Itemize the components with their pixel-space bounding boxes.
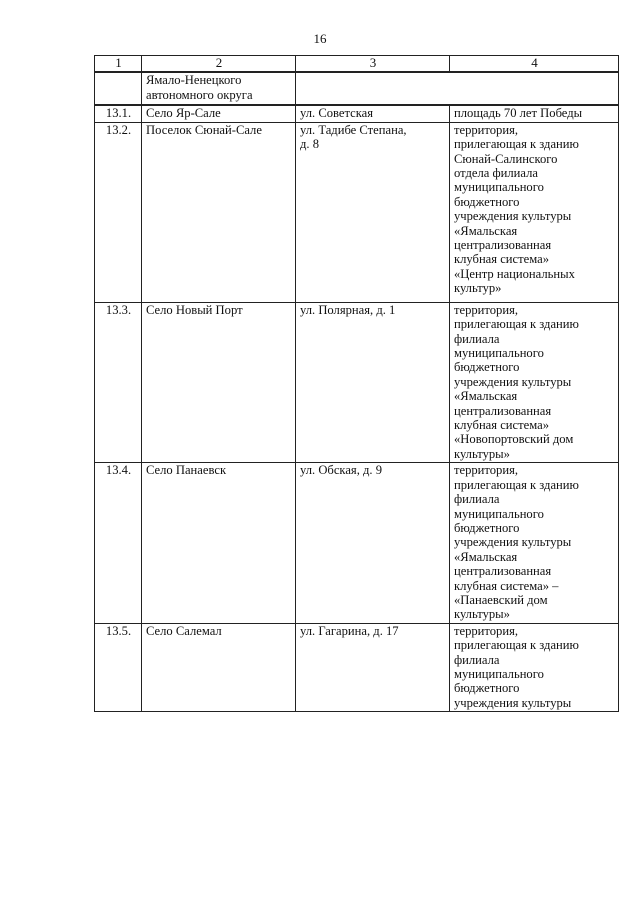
table-cell	[296, 72, 619, 105]
table-cell	[95, 72, 142, 105]
table-row	[95, 105, 619, 122]
page-number: 16	[313, 31, 327, 46]
address-cell: ул. Гагарина, д. 17	[296, 623, 450, 711]
settlement-cell: Село Салемал	[142, 623, 296, 711]
place-cell: площадь 70 лет Победы	[450, 105, 619, 122]
settlement-cell: Село Яр-Сале	[142, 105, 296, 122]
place-cell: территория, прилегающая к зданию филиала муниципального бюджетного учреждения культуры «Ямальская централизованная клубная система» – «Панаевский дом культуры»	[450, 463, 619, 623]
address-cell: ул. Тадибе Степана, д. 8	[296, 122, 450, 302]
place-cell: территория, прилегающая к зданию Сюнай-Салинского отдела филиала муниципального бюджетного учреждения культуры «Ямальская централизованная клубная система» «Центр национальных культур»	[450, 122, 619, 302]
region-continuation-row	[95, 72, 619, 105]
row-number: 13.2.	[95, 122, 142, 302]
row-number: 13.3.	[95, 302, 142, 462]
row-number: 13.4.	[95, 463, 142, 623]
settlement-cell: Село Новый Порт	[142, 302, 296, 462]
settlement-cell: Село Панаевск	[142, 463, 296, 623]
region-label: Ямало-Ненецкого автономного округа	[142, 72, 296, 105]
address-cell: ул. Советская	[296, 105, 450, 122]
row-number: 13.1.	[95, 105, 142, 122]
address-cell: ул. Полярная, д. 1	[296, 302, 450, 462]
table-row	[95, 623, 619, 711]
table-row	[95, 122, 619, 302]
column-header: 4	[450, 56, 619, 73]
place-cell: территория, прилегающая к зданию филиала муниципального бюджетного учреждения культуры «Ямальская централизованная клубная система» «Новопортовский дом культуры»	[450, 302, 619, 462]
document-table	[94, 55, 619, 712]
place-cell: территория, прилегающая к зданию филиала муниципального бюджетного учреждения культуры	[450, 623, 619, 711]
column-header: 2	[142, 56, 296, 73]
settlement-cell: Поселок Сюнай-Сале	[142, 122, 296, 302]
table-row	[95, 463, 619, 623]
row-number: 13.5.	[95, 623, 142, 711]
table-row	[95, 302, 619, 462]
table-header-row	[95, 56, 619, 73]
column-header: 3	[296, 56, 450, 73]
column-header: 1	[95, 56, 142, 73]
address-cell: ул. Обская, д. 9	[296, 463, 450, 623]
